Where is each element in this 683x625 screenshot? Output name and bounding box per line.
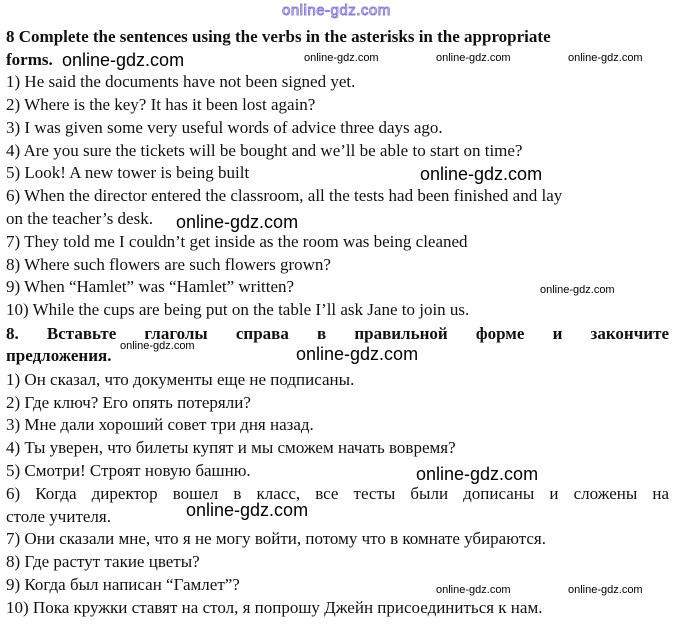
watermark: online-gdz.com <box>186 500 309 520</box>
english-sentence: 1) He said the documents have not been signed yet. <box>6 72 356 91</box>
english-sentence: 10) While the cups are being put on the table I’ll ask Jane to join us. <box>6 300 470 319</box>
english-heading-line1: 8 Complete the sentences using the verbs in the asterisks in the appropriate <box>6 27 551 46</box>
russian-sentence: 7) Они сказали мне, что я не могу войти, потому что в комнате убираются. <box>6 529 546 548</box>
watermark: online-gdz.com <box>176 212 299 232</box>
watermark: online-gdz.com <box>296 344 419 364</box>
watermark: online-gdz.com <box>568 584 643 596</box>
watermark: online-gdz.com <box>62 50 185 70</box>
russian-sentence-continuation: столе учителя. <box>6 507 111 526</box>
russian-sentence: 6) Когда директор вошел в класс, все тесты были дописаны и сложены на <box>6 484 669 503</box>
english-sentence: 9) When “Hamlet” was “Hamlet” written? <box>6 277 295 296</box>
watermark: online-gdz.com <box>436 52 511 64</box>
watermark: online-gdz.com <box>416 464 539 484</box>
russian-heading-line2: предложения. <box>6 346 112 365</box>
watermark: online-gdz.com <box>540 284 615 296</box>
english-heading-line2: forms. <box>6 50 53 69</box>
russian-sentence: 3) Мне дали хороший совет три дня назад. <box>6 415 314 434</box>
english-sentence: 3) I was given some very useful words of advice three days ago. <box>6 118 443 137</box>
russian-sentence: 5) Смотри! Строят новую башню. <box>6 461 251 480</box>
russian-sentence: 9) Когда был написан “Гамлет”? <box>6 575 240 594</box>
russian-sentence: 4) Ты уверен, что билеты купят и мы сможем начать вовремя? <box>6 438 456 457</box>
watermark-top: online-gdz.com <box>282 2 391 19</box>
russian-sentence: 8) Где растут такие цветы? <box>6 552 200 571</box>
russian-sentence: 1) Он сказал, что документы еще не подписаны. <box>6 370 355 389</box>
english-sentence-continuation: on the teacher’s desk. <box>6 209 153 228</box>
english-sentence: 6) When the director entered the classroom, all the tests had been finished and lay <box>6 186 563 205</box>
english-sentence: 8) Where such flowers are such flowers grown? <box>6 255 331 274</box>
russian-sentence: 10) Пока кружки ставят на стол, я попрошу Джейн присоединиться к нам. <box>6 598 543 617</box>
watermark: online-gdz.com <box>420 164 543 184</box>
english-sentence: 7) They told me I couldn’t get inside as the room was being cleaned <box>6 232 468 251</box>
watermark: online-gdz.com <box>436 584 511 596</box>
russian-heading-line1: 8. Вставьте глаголы справа в правильной форме и закончите <box>6 324 669 343</box>
english-sentence: 5) Look! A new tower is being built <box>6 163 250 182</box>
english-sentence: 4) Are you sure the tickets will be bought and we’ll be able to start on time? <box>6 141 523 160</box>
english-sentence: 2) Where is the key? It has it been lost again? <box>6 95 316 114</box>
watermark: online-gdz.com <box>120 340 195 352</box>
watermark: online-gdz.com <box>568 52 643 64</box>
russian-sentence: 2) Где ключ? Его опять потеряли? <box>6 393 251 412</box>
watermark: online-gdz.com <box>304 52 379 64</box>
